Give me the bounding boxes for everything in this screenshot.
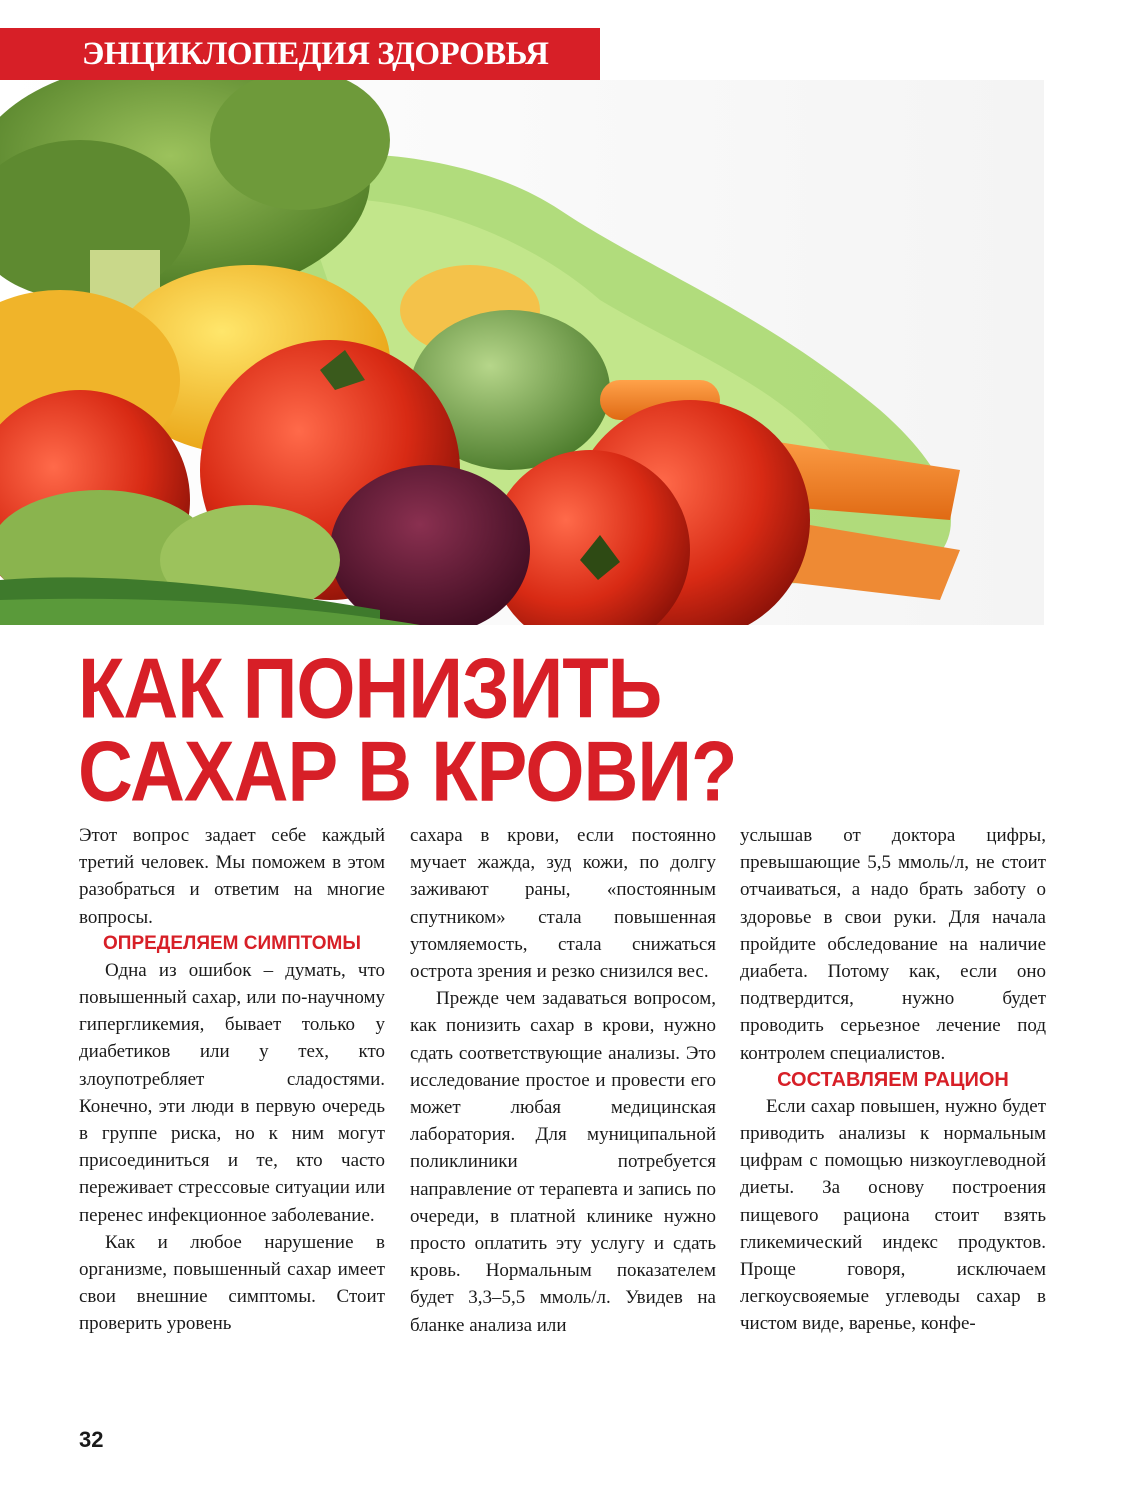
article-title (78, 641, 778, 820)
column-2 (410, 822, 716, 1339)
column-3 (740, 822, 1046, 1338)
paragraph: сахара в крови, если постоянно мучает жажда, зуд кожи, по долгу заживают раны, «постоянным спутником» стала повышенная утомляемость, стала снижаться острота зрения и резко снизился вес. (410, 825, 716, 983)
page-number: 32 (79, 1427, 104, 1452)
paragraph: услышав от доктора цифры, превышающие 5,5 ммоль/л, не стоит отчаиваться, а надо брать заботу о здоровье в свои руки. Для начала пройдите обследование на наличие диабета. Потому как, если оно подтвердится, нужно будет проводить серьезное лечение под контролем специалистов. (740, 825, 1046, 1064)
section-heading-symptoms: ОПРЕДЕЛЯЕМ СИМПТОМЫ (103, 932, 361, 954)
paragraph: Одна из ошибок – думать, что повышенный сахар, или по-научному гипергликемия, бывает только у диабетиков или у тех, кто злоупотребляет сладостями. Конечно, эти люди в первую очередь в группе риска, но к ним могут присоединиться и те, кто часто переживает стрессовые ситуации или перенес инфекционное заболевание. (79, 959, 385, 1226)
paragraph: Прежде чем задаваться вопросом, как понизить сахар в крови, нужно сдать соответствующие анализы. Это исследование простое и провести его может любая медицинская лаборатория. Для муниципальной поликлиники потребуется направление от терапевта и запись по очереди, в платной клинике нужно просто оплатить эту услугу и сдать кровь. Нормальным показателем будет 3,3–5,5 ммоль/л. Увидев на бланке анализа или (410, 988, 716, 1336)
title-line-2: САХАР В КРОВИ? (78, 724, 737, 820)
section-heading-diet: СОСТАВЛЯЕМ РАЦИОН (777, 1068, 1009, 1091)
paragraph: Если сахар повышен, нужно будет приводить анализы к нормальным цифрам с помощью низкоуглеводной диеты. За основу построения пищевого рациона стоит взять гликемический индекс продуктов. Проще говоря, исключаем легкоусвояемые углеводы сахар в чистом виде, варенье, конфе- (740, 1095, 1046, 1335)
title-line-1: КАК ПОНИЗИТЬ (78, 641, 662, 737)
paragraph: Как и любое нарушение в организме, повышенный сахар имеет свои внешние симптомы. Стоит проверить уровень (79, 1231, 385, 1335)
vegetables-photo (0, 80, 1044, 625)
intro-paragraph: Этот вопрос задает себе каждый третий человек. Мы поможем в этом разобраться и ответим на многие вопросы. (79, 825, 385, 928)
column-1 (79, 822, 385, 1338)
section-banner: ЭНЦИКЛОПЕДИЯ ЗДОРОВЬЯ (0, 28, 600, 80)
